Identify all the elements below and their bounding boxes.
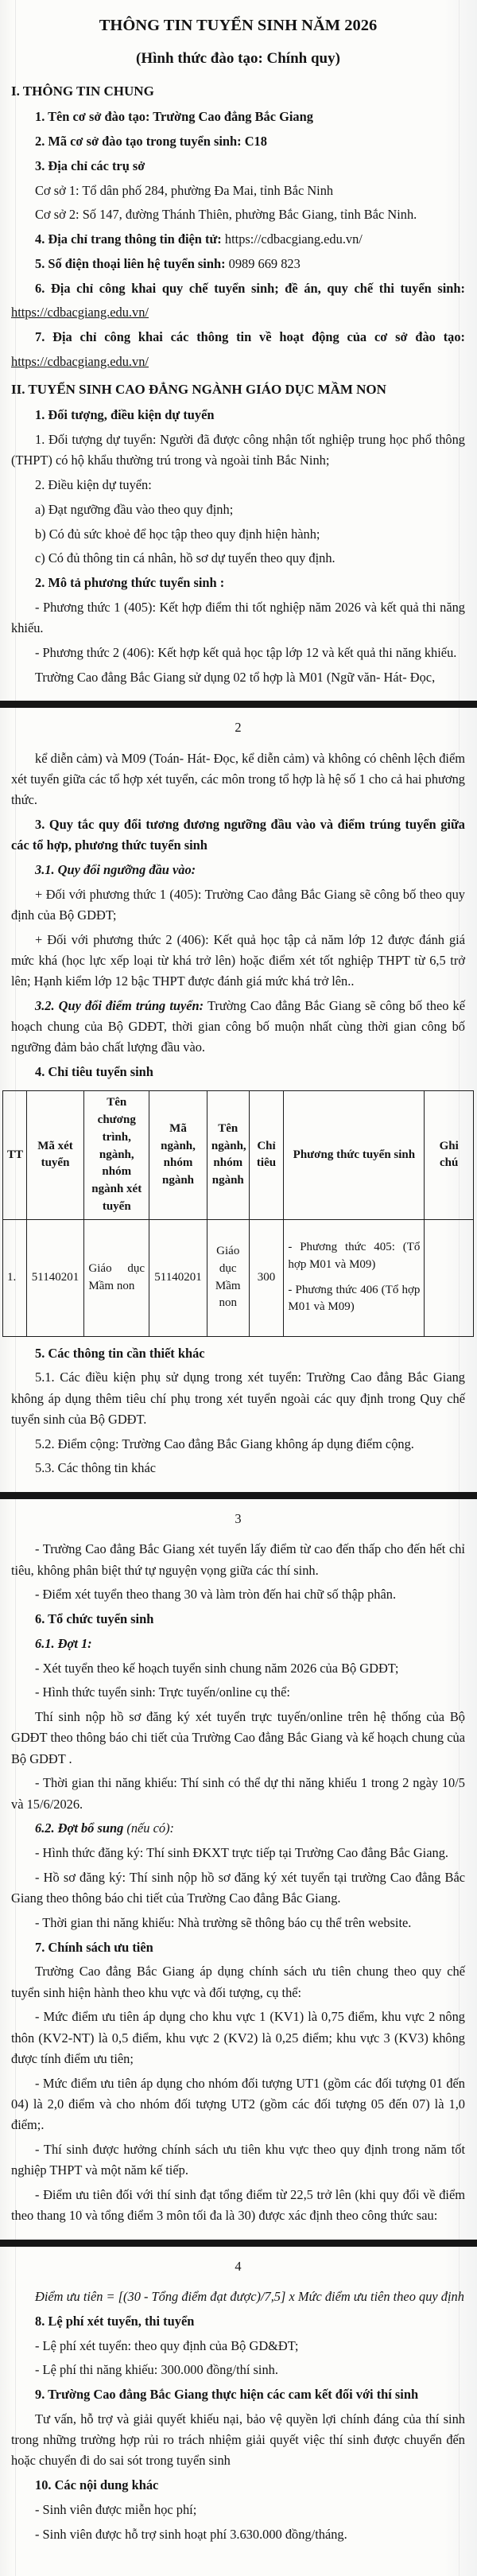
priority-formula-intro: - Điểm ưu tiên đối với thí sinh đạt tổng điểm từ 22,5 trở lên (khi quy đổi về điểm theo thang 10 và tổng điểm 3 môn tối đa là 30) được xác định theo công thức sau: — [11, 2186, 465, 2224]
item-4-website — [11, 229, 465, 250]
eligibility-heading: 1. Đối tượng, điều kiện dự tuyển — [35, 407, 215, 423]
fees-heading: 8. Lệ phí xét tuyển, thi tuyển — [35, 2313, 195, 2329]
priority-formula: Điểm ưu tiên = [(30 - Tổng điểm đạt được)/7,5] x Mức điểm ưu tiên theo quy định — [35, 2289, 464, 2305]
campus-1-address: Cơ sở 1: Tổ dân phố 284, phường Đa Mai, tỉnh Bắc Ninh — [35, 182, 334, 198]
other-info-5-3: 5.3. Các thông tin khác — [35, 1460, 157, 1476]
living-allowance: - Sinh viên được hỗ trợ sinh hoạt phí 3.630.000 đồng/tháng. — [35, 2526, 347, 2542]
round-2-label: 6.2. Đợt bổ sung — [35, 1820, 124, 1836]
method-2: - Phương thức 2 (406): Kết hợp kết quả học tập lớp 12 và kết quả thi năng khiếu. — [35, 644, 457, 660]
admission-score-label: 3.2. Quy đổi điểm trúng tuyển: — [35, 997, 204, 1013]
header-tt: TT — [3, 1091, 27, 1219]
page-4 — [0, 2247, 477, 2576]
cell-phuong-thuc — [284, 1219, 425, 1336]
organization-heading: 6. Tổ chức tuyển sinh — [35, 1611, 154, 1627]
cell-ma-nganh: 51140201 — [149, 1219, 207, 1336]
other-contents-heading: 10. Các nội dung khác — [35, 2477, 159, 2493]
regulations-url[interactable]: https://cdbacgiang.edu.vn/ — [11, 305, 149, 321]
activities-url[interactable]: https://cdbacgiang.edu.vn/ — [11, 353, 149, 369]
doc-title: THÔNG TIN TUYỂN SINH NĂM 2026 — [99, 17, 378, 34]
phone-number: 0989 669 823 — [228, 255, 301, 271]
tuition-exemption: - Sinh viên được miễn học phí; — [35, 2501, 197, 2517]
admission-score-text: Trường Cao đẳng Bắc Giang sẽ công bố theo kế hoạch chung của Bộ GDĐT, thời gian công bố muộn nhất cùng thời gian công bố ngưỡng đảm bảo chất lượng đầu vào. — [11, 997, 465, 1055]
header-phuong-thuc: Phương thức tuyển sinh — [284, 1091, 425, 1219]
page-number: 4 — [235, 2258, 242, 2274]
page-3 — [0, 1499, 477, 2240]
cell-ma-xet-tuyen: 51140201 — [26, 1219, 84, 1336]
item-5-label: 5. Số điện thoại liên hệ tuyển sinh: — [35, 255, 226, 271]
item-6-regulations-heading: 6. Địa chỉ công khai quy chế tuyển sinh; đề án, quy chế thi tuyển sinh: — [35, 280, 465, 296]
page-2 — [0, 708, 477, 1492]
page-number: 3 — [235, 1511, 242, 1527]
combinations-continued: kể diễn cảm) và M09 (Toán- Hát- Đọc, kể diễn cảm) và không có chênh lệch điểm xét tuyển giữa các tổ hợp xét tuyển, các môn trong tổ hợp là hệ số 1 cho cả hai phương thức. — [11, 750, 465, 808]
item-1-school-name: 1. Tên cơ sở đào tạo: Trường Cao đẳng Bắc Giang — [35, 109, 313, 125]
item-5-phone — [11, 254, 465, 274]
methods-heading: 2. Mô tả phương thức tuyển sinh : — [35, 575, 225, 591]
item-2-school-code: 2. Mã cơ sở đào tạo trong tuyển sinh: C18 — [35, 134, 267, 150]
condition-b: b) Có đủ sức khoẻ để học tập theo quy định hiện hành; — [35, 526, 320, 542]
round-1-format: - Hình thức tuyển sinh: Trực tuyến/online cụ thể: — [35, 1684, 290, 1700]
header-ten-nganh: Tên ngành, nhóm ngành — [207, 1091, 249, 1219]
section-ii-heading: II. TUYỂN SINH CAO ĐẲNG NGÀNH GIÁO DỤC MẦM NON — [11, 382, 386, 398]
item-7-activities-heading: 7. Địa chỉ công khai các thông tin về hoạt động của cơ sở đào tạo: — [35, 329, 465, 345]
other-info-5-2: 5.2. Điểm cộng: Trường Cao đẳng Bắc Giang không áp dụng điểm cộng. — [35, 1436, 414, 1451]
website-url[interactable]: https://cdbacgiang.edu.vn/ — [224, 231, 363, 247]
header-ma-xet-tuyen: Mã xét tuyển — [26, 1091, 84, 1219]
item-4-label: 4. Địa chỉ trang thông tin điện tử: — [35, 231, 222, 247]
other-info-heading: 5. Các thông tin cần thiết khác — [35, 1345, 205, 1361]
round-2-dossier: - Hồ sơ đăng ký: Thí sinh nộp hồ sơ đăng ký xét tuyển tại trường Cao đẳng Bắc Giang theo thông báo chi tiết của Trường Cao đẳng Bắc Giang. — [11, 1869, 465, 1906]
header-chi-tieu: Chỉ tiêu — [249, 1091, 284, 1219]
method-1: - Phương thức 1 (405): Kết hợp điểm thi tốt nghiệp năm 2026 và kết quả thi năng khiếu. — [11, 599, 465, 636]
commitments-text: Tư vấn, hỗ trợ và giải quyết khiếu nại, bảo vệ quyền lợi chính đáng của thí sinh trong những trường hợp rủi ro trách nhiệm giải quyết việc thí sinh được chuyển đến hoặc chuyển đi do sai sót trong tuyển sinh — [11, 2411, 465, 2469]
quota-heading: 4. Chỉ tiêu tuyển sinh — [35, 1064, 153, 1080]
fee-aptitude-exam: - Lệ phí thi năng khiếu: 300.000 đồng/thí sinh. — [35, 2362, 278, 2378]
priority-region-points: - Mức điểm ưu tiên áp dụng cho khu vực 1 (KV1) là 0,75 điểm, khu vực 2 nông thôn (KV2-NT) là 0,5 điểm, khu vực 2 (KV2) là 0,25 điểm; khu vực 3 (KV3) không được tính điểm ưu tiên; — [11, 2009, 465, 2066]
condition-c: c) Có đủ thông tin cá nhân, hồ sơ dự tuyển theo quy định. — [35, 550, 335, 566]
eligibility-conditions-heading: 2. Điều kiện dự tuyển: — [35, 477, 152, 493]
cell-ten-chuong-trinh: Giáo dục Mầm non — [84, 1219, 149, 1336]
quota-table — [2, 1090, 474, 1336]
round-1-registration: Thí sinh nộp hồ sơ đăng ký xét tuyển trực tuyến/online trên hệ thống của Bộ GDĐT theo thông báo chi tiết của Trường Cao đẳng Bắc Giang và kế hoạch chung của Bộ GDĐT . — [11, 1709, 465, 1766]
page-1 — [0, 0, 477, 701]
priority-group-points: - Mức điểm ưu tiên áp dụng cho nhóm đối tượng UT1 (gồm các đối tượng 01 đến 04) là 2,0 điểm và cho nhóm đối tượng UT2 (gồm các đối tượng 05 đến 07) là 1,0 điểm;. — [11, 2075, 465, 2133]
priority-policy-intro: Trường Cao đẳng Bắc Giang áp dụng chính sách ưu tiên chung theo quy chế tuyển sinh hiện hành theo khu vực và đối tượng, cụ thể: — [11, 1964, 465, 2000]
fee-application: - Lệ phí xét tuyển: theo quy định của Bộ GD&ĐT; — [35, 2337, 299, 2353]
eligibility-subjects: 1. Đối tượng dự tuyển: Người đã được công nhận tốt nghiệp trung học phổ thông (THPT) có hộ khẩu thường trú trong và ngoài tỉnh Bắc Ninh; — [11, 432, 465, 468]
cell-ten-nganh: Giáo dục Mầm non — [207, 1219, 249, 1336]
score-scale-rule: - Điểm xét tuyển theo thang 30 và làm tròn đến hai chữ số thập phân. — [35, 1587, 397, 1603]
method-406-note: - Phương thức 406 (Tổ hợp M01 và M09) — [288, 1283, 421, 1314]
page-break — [0, 2240, 477, 2247]
condition-a: a) Đạt ngưỡng đầu vào theo quy định; — [35, 501, 234, 517]
section-i-heading: I. THÔNG TIN CHUNG — [11, 84, 154, 99]
round-1-exam-dates: - Thời gian thi năng khiếu: Thí sinh có thể dự thi năng khiếu 1 trong 2 ngày 10/5 và 15/6/2026. — [11, 1775, 465, 1812]
cell-ghi-chu — [425, 1219, 474, 1336]
page-number: 2 — [235, 720, 242, 736]
header-ten-chuong-trinh: Tên chương trình, ngành, nhóm ngành xét tuyển — [84, 1091, 149, 1219]
round-1-plan: - Xét tuyển theo kế hoạch tuyển sinh chung năm 2026 của Bộ GDĐT; — [35, 1660, 399, 1676]
item-3-addresses-heading: 3. Địa chỉ các trụ sở — [35, 157, 145, 173]
page-break — [0, 1492, 477, 1499]
round-2-exam-time: - Thời gian thi năng khiếu: Nhà trường sẽ thông báo cụ thể trên website. — [35, 1914, 412, 1930]
priority-policy-heading: 7. Chính sách ưu tiên — [35, 1939, 153, 1955]
conversion-rules-heading: 3. Quy tắc quy đổi tương đương ngưỡng đầu vào và điểm trúng tuyển giữa các tổ hợp, phương thức tuyển sinh — [11, 816, 465, 853]
header-ma-nganh: Mã ngành, nhóm ngành — [149, 1091, 207, 1219]
threshold-conversion-heading: 3.1. Quy đổi ngưỡng đầu vào: — [35, 861, 196, 877]
other-info-5-1: 5.1. Các điều kiện phụ sử dụng trong xét tuyển: Trường Cao đẳng Bắc Giang không áp dụng thêm tiêu chí phụ trong xét tuyển ngoài các quy định trong Quy chế tuyển sinh của Bộ GDĐT. — [11, 1370, 465, 1427]
threshold-method-2: + Đối với phương thức 2 (406): Kết quả học tập cả năm lớp 12 được đánh giá mức khá (học lực xếp loại từ khá trở lên) hoặc điểm xét tốt nghiệp THPT từ 6,5 trở lên; Hạnh kiểm lớp 12 bậc THPT được đánh giá mức khá trở lên.. — [11, 931, 465, 989]
round-1-heading: 6.1. Đợt 1: — [35, 1635, 92, 1651]
round-2-note: (nếu có): — [126, 1820, 174, 1836]
quota-table-header-row — [3, 1091, 474, 1219]
cell-tt: 1. — [3, 1219, 27, 1336]
combinations-intro: Trường Cao đẳng Bắc Giang sử dụng 02 tổ hợp là M01 (Ngữ văn- Hát- Đọc, — [35, 669, 436, 685]
header-ghi-chu: Ghi chú — [425, 1091, 474, 1219]
commitments-heading: 9. Trường Cao đẳng Bắc Giang thực hiện các cam kết đối với thí sinh — [35, 2387, 419, 2403]
campus-2-address: Cơ sở 2: Số 147, đường Thánh Thiên, phường Bắc Giang, tỉnh Bắc Ninh. — [35, 207, 417, 223]
threshold-method-1: + Đối với phương thức 1 (405): Trường Cao đẳng Bắc Giang sẽ công bố theo quy định của Bộ GDĐT; — [11, 886, 465, 923]
doc-subtitle: (Hình thức đào tạo: Chính quy) — [136, 49, 340, 67]
round-2-heading — [11, 1818, 465, 1839]
quota-table-row — [3, 1219, 474, 1336]
round-2-format: - Hình thức đăng ký: Thí sinh ĐKXT trực tiếp tại Trường Cao đẳng Bắc Giang. — [35, 1845, 449, 1861]
priority-duration: - Thí sinh được hưởng chính sách ưu tiên khu vực theo quy định trong năm tốt nghiệp THPT và một năm kế tiếp. — [11, 2141, 465, 2178]
cell-chi-tieu: 300 — [249, 1219, 284, 1336]
page-break — [0, 701, 477, 708]
ranking-rule: - Trường Cao đẳng Bắc Giang xét tuyển lấy điểm từ cao đến thấp cho đến hết chỉ tiêu, không phân biệt thứ tự nguyện vọng giữa các thí sinh. — [11, 1541, 465, 1578]
method-405-note: - Phương thức 405: (Tổ hợp M01 và M09) — [288, 1241, 421, 1271]
admission-score-conversion — [11, 996, 465, 1059]
